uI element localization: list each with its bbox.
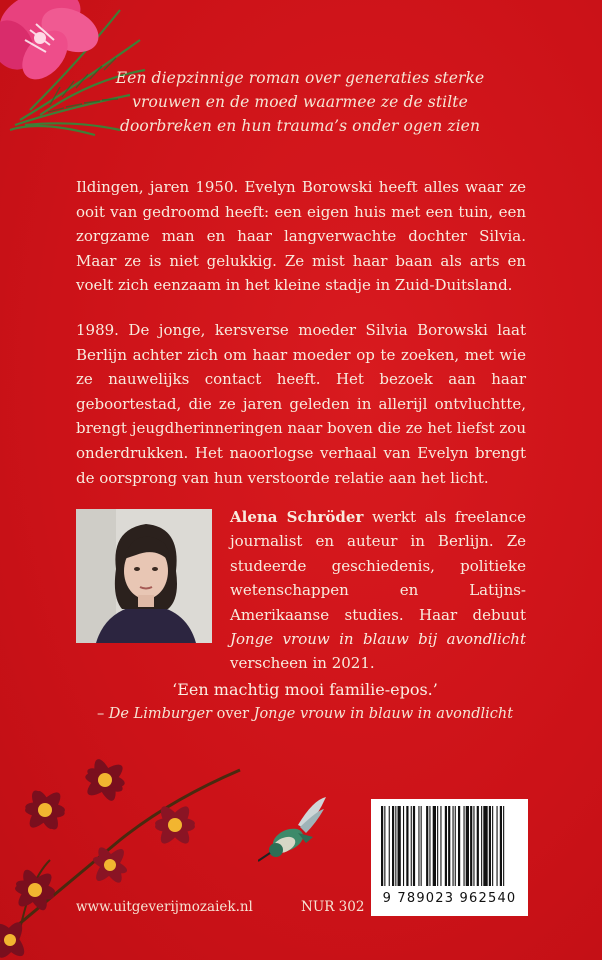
tagline: Een diepzinnige roman over generaties sterke vrouwen en de moed waarmee ze de stilte doorbreken en hun trauma’s onder ogen zien (115, 69, 485, 135)
hummingbird-icon (258, 795, 328, 870)
quote-book-title: Jonge vrouw in blauw in avondlicht (253, 706, 514, 722)
quote-publication: De Limburger (108, 706, 212, 722)
press-quote: ‘Een machtig mooi familie-epos.’ (172, 680, 438, 699)
isbn-digits: 9 789023 962540 (382, 891, 517, 906)
debut-title: Jonge vrouw in blauw bij avondlicht (230, 630, 526, 649)
publisher-url[interactable]: www.uitgeverijmozaiek.nl (76, 899, 253, 915)
nur-code: NUR 302 (301, 899, 365, 915)
author-bio (230, 505, 526, 676)
author-name: Alena Schröder (230, 508, 364, 526)
quote-dash: – (96, 706, 109, 722)
isbn-barcode (371, 799, 528, 916)
press-quote-source (90, 706, 520, 722)
orchid-decoration-icon (0, 740, 260, 960)
author-bio-text-1: werkt als freelance journalist en auteur in Berlijn. Ze studeerde geschiedenis, politieke wetenschappen en Latijns-Amerikaanse studies. Haar debuut (230, 508, 526, 624)
author-photo (76, 509, 212, 643)
author-bio-text-2: verscheen in 2021. (230, 654, 375, 673)
quote-connector: over (211, 706, 254, 722)
synopsis-paragraph-2: 1989. De jonge, kersverse moeder Silvia Borowski laat Berlijn achter zich om haar moeder op te zoeken, met wie ze nauwelijks contact heeft. Het bezoek aan haar geboortestad, die ze jaren geleden in allerijl ontvluchtte, brengt jeugdherinneringen naar boven die ze het liefst zou onderdrukken. Het naoorlogse verhaal van Evelyn brengt de oorsprong van hun verstoorde relatie aan het licht. (76, 321, 526, 487)
barcode-bars-icon (379, 806, 520, 888)
synopsis-paragraph-1: Ildingen, jaren 1950. Evelyn Borowski heeft alles waar ze ooit van gedroomd heeft: een eigen huis met een tuin, een zorgzame man en haar langverwachte dochter Silvia. Maar ze is niet gelukkig. Ze mist haar baan als arts en voelt zich eenzaam in het kleine stadje in Zuid-Duitsland. (76, 178, 526, 295)
